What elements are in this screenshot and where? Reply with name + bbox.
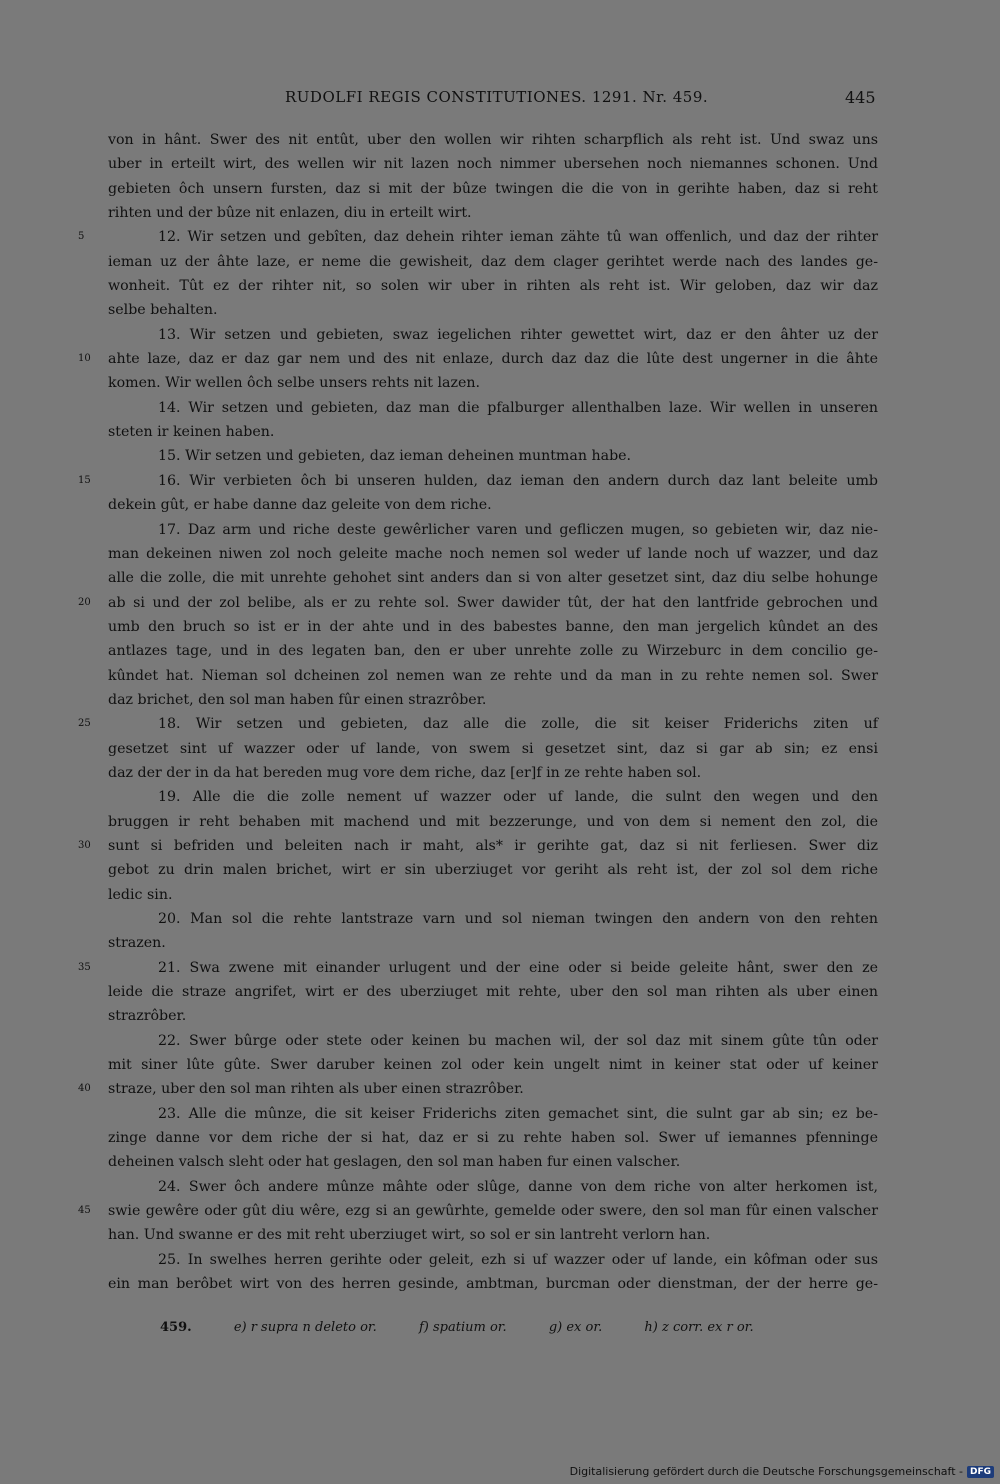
- text-line: [108, 737, 878, 761]
- footer-text: Digitalisierung gefördert durch die Deutsche Forschungsgemeinschaft -: [569, 1465, 963, 1478]
- line-text: gebot zu drin malen brichet, wirt er sin uberziuget vor geriht als reht ist, der zol sol dem riche: [108, 862, 878, 879]
- line-number: 10: [78, 353, 91, 365]
- text-line: [108, 761, 878, 785]
- text-line: [108, 688, 878, 712]
- text-line: [108, 1223, 878, 1247]
- text-line: [108, 323, 878, 347]
- line-text: daz brichet, den sol man haben fûr einen strazrôber.: [108, 691, 487, 708]
- line-text: 25. In swelhes herren gerihte oder geleit, ezh si uf wazzer oder uf lande, ein kôfman oder sus: [158, 1251, 878, 1268]
- text-line: [108, 298, 878, 322]
- line-text: 22. Swer bûrge oder stete oder keinen bu machen wil, der sol daz mit sinem gûte tûn oder: [158, 1032, 878, 1049]
- line-number: 45: [78, 1205, 91, 1217]
- text-line: [108, 1150, 878, 1174]
- footnote-e: e) r supra n deleto or.: [233, 1320, 377, 1335]
- text-line: [78, 347, 878, 371]
- line-text: strazen.: [108, 935, 166, 952]
- footnote-ref: 459.: [160, 1320, 192, 1335]
- line-number: 40: [78, 1083, 91, 1095]
- text-line: [108, 1272, 878, 1296]
- line-text: 14. Wir setzen und gebieten, daz man die pfalburger allenthalben laze. Wir wellen in unseren: [158, 399, 878, 416]
- line-number: 5: [78, 231, 85, 243]
- text-line: [78, 1077, 878, 1101]
- line-text: deheinen valsch sleht oder hat geslagen, den sol man haben fur einen valscher.: [108, 1154, 681, 1171]
- text-line: [108, 1175, 878, 1199]
- text-line: [108, 518, 878, 542]
- line-text: leide die straze angrifet, wirt er des uberziuget mit rehte, uber den sol man rihten als uber einen: [108, 984, 878, 1001]
- text-line: [78, 712, 878, 736]
- text-line: [108, 785, 878, 809]
- text-line: [108, 444, 878, 468]
- text-line: [108, 201, 878, 225]
- line-text: 18. Wir setzen und gebieten, daz alle die zolle, die sit keiser Friderichs ziten uf: [158, 716, 878, 733]
- line-text: strazrôber.: [108, 1008, 187, 1025]
- text-line: [108, 420, 878, 444]
- text-line: [108, 1004, 878, 1028]
- line-text: alle die zolle, die mit unrehte gehohet sint anders dan si von alter gesetzet sint, daz diu selbe hohunge: [108, 570, 878, 587]
- text-line: [108, 1053, 878, 1077]
- line-text: ab si und der zol belibe, als er zu rehte sol. Swer dawider tût, der hat den lantfride gebrochen und: [108, 594, 878, 611]
- text-line: [108, 858, 878, 882]
- line-text: 24. Swer ôch andere mûnze mâhte oder slûge, danne von dem riche von alter herkomen ist,: [158, 1178, 878, 1195]
- page-number: 445: [845, 88, 876, 107]
- text-line: [108, 980, 878, 1004]
- text-line: [108, 639, 878, 663]
- line-text: dekein gût, er habe danne daz geleite von dem riche.: [108, 497, 492, 514]
- text-line: [108, 542, 878, 566]
- body-text: [78, 128, 878, 1297]
- digitization-footer: [570, 1465, 994, 1478]
- line-text: 21. Swa zwene mit einander urlugent und der eine oder si beide geleite hânt, swer den ze: [158, 959, 878, 976]
- text-line: [108, 883, 878, 907]
- line-text: ahte laze, daz er daz gar nem und des nit enlaze, durch daz daz die lûte dest ungerner in die âhte: [108, 351, 878, 368]
- line-text: uber in erteilt wirt, des wellen wir nit lazen noch nimmer ubersehen noch niemannes schonen. Und: [108, 156, 878, 173]
- text-line: [108, 615, 878, 639]
- line-text: mit siner lûte gûte. Swer daruber keinen zol oder kein ungelt nimt in keiner stat oder uf keiner: [108, 1057, 878, 1074]
- text-line: [108, 177, 878, 201]
- text-line: [108, 810, 878, 834]
- line-text: rihten und der bûze nit enlazen, diu in erteilt wirt.: [108, 205, 472, 222]
- text-line: [78, 834, 878, 858]
- page-header: [0, 88, 1000, 112]
- line-number: 15: [78, 474, 91, 486]
- text-line: [78, 1199, 878, 1223]
- text-line: [108, 1102, 878, 1126]
- line-text: ein man berôbet wirt von des herren gesinde, ambtman, burcman oder dienstman, der der herre ge-: [108, 1276, 878, 1293]
- text-line: [108, 371, 878, 395]
- line-text: steten ir keinen haben.: [108, 424, 275, 441]
- line-text: 23. Alle die mûnze, die sit keiser Friderichs ziten gemachet sint, die sulnt gar ab sin; ez be-: [158, 1105, 878, 1122]
- text-line: [78, 591, 878, 615]
- text-line: [78, 469, 878, 493]
- text-line: [108, 250, 878, 274]
- line-text: ledic sin.: [108, 886, 173, 903]
- line-text: kûndet hat. Nieman sol dcheinen zol nemen wan ze rehte und da man in zu rehte nemen sol. Swer: [108, 667, 878, 684]
- line-text: ieman uz der âhte laze, er neme die gewisheit, daz dem clager gerihtet werde nach des landes ge-: [108, 253, 878, 270]
- line-text: 12. Wir setzen und gebîten, daz dehein rihter ieman zähte tû wan offenlich, und daz der rihter: [158, 229, 878, 246]
- footnote-h: h) z corr. ex r or.: [644, 1320, 754, 1335]
- line-text: umb den bruch so ist er in der ahte und in des babestes banne, den man jergelich kûndet an des: [108, 618, 878, 635]
- line-text: han. Und swanne er des mit reht uberziuget wirt, so sol er sin lantreht verlorn han.: [108, 1227, 711, 1244]
- text-line: [108, 493, 878, 517]
- text-line: [108, 152, 878, 176]
- text-line: [78, 956, 878, 980]
- line-text: 16. Wir verbieten ôch bi unseren hulden, daz ieman den andern durch daz lant beleite umb: [158, 472, 878, 489]
- line-text: zinge danne vor dem riche der si hat, daz er si zu rehte haben sol. Swer uf iemannes pfenninge: [108, 1130, 878, 1147]
- line-text: 13. Wir setzen und gebieten, swaz iegelichen rihter gewettet wirt, daz er den âhter uz der: [158, 326, 878, 343]
- footnote-f: f) spatium or.: [418, 1320, 507, 1335]
- text-line: [108, 931, 878, 955]
- text-line: [78, 225, 878, 249]
- line-text: 19. Alle die die zolle nement uf wazzer oder uf lande, die sulnt den wegen und den: [158, 789, 878, 806]
- text-line: [108, 274, 878, 298]
- text-line: [108, 396, 878, 420]
- line-text: 20. Man sol die rehte lantstraze varn und sol nieman twingen den andern von den rehten: [158, 911, 878, 927]
- footnote-g: g) ex or.: [548, 1320, 603, 1335]
- dfg-logo: DFG: [967, 1466, 994, 1478]
- line-text: straze, uber den sol man rihten als uber einen strazrôber.: [108, 1081, 524, 1098]
- line-text: wonheit. Tût ez der rihter nit, so solen wir uber in rihten als reht ist. Wir geloben, daz wir daz: [108, 278, 878, 295]
- text-line: [108, 664, 878, 688]
- line-number: 25: [78, 718, 91, 730]
- line-number: 20: [78, 596, 91, 608]
- line-text: komen. Wir wellen ôch selbe unsers rehts nit lazen.: [108, 375, 481, 392]
- line-text: daz der der in da hat bereden mug vore dem riche, daz [er]f in ze rehte haben sol.: [108, 764, 702, 781]
- line-number: 35: [78, 961, 91, 973]
- line-text: von in hânt. Swer des nit entût, uber den wollen wir rihten scharpflich als reht ist. Und swaz uns: [108, 132, 878, 148]
- footnotes: [160, 1320, 792, 1335]
- line-text: selbe behalten.: [108, 302, 218, 319]
- line-text: swie gewêre oder gût diu wêre, ezg si an gewûrhte, gemelde oder swere, den sol man fûr einen valscher: [108, 1203, 878, 1220]
- line-text: bruggen ir reht behaben mit machend und mit bezzerunge, und von dem si nement den zol, die: [108, 813, 878, 830]
- line-text: 15. Wir setzen und gebieten, daz ieman deheinen muntman habe.: [158, 448, 632, 465]
- text-line: [108, 1126, 878, 1150]
- line-text: gebieten ôch unsern fursten, daz si mit der bûze twingen die die von in gerihte haben, daz si reht: [108, 180, 878, 197]
- line-number: 30: [78, 839, 91, 851]
- text-line: [108, 566, 878, 590]
- text-line: [108, 1029, 878, 1053]
- line-text: sunt si befriden und beleiten nach ir maht, als* ir gerihte gat, daz si nit ferliesen. Swer diz: [108, 837, 878, 854]
- line-text: gesetzet sint uf wazzer oder uf lande, von swem si gesetzet sint, daz si gar ab sin; ez ensi: [108, 740, 878, 757]
- line-text: antlazes tage, und in des legaten ban, den er uber unrehte zolle zu Wirzeburc in dem concilio ge-: [108, 643, 878, 660]
- line-text: 17. Daz arm und riche deste gewêrlicher varen und gefliczen mugen, so gebieten wir, daz nie-: [158, 521, 878, 538]
- line-text: man dekeinen niwen zol noch geleite mache noch nemen sol weder uf lande noch uf wazzer, und daz: [108, 545, 878, 562]
- text-line: [108, 907, 878, 931]
- text-line: [108, 128, 878, 152]
- text-line: [108, 1248, 878, 1272]
- running-title: RUDOLFI REGIS CONSTITUTIONES. 1291. Nr. 459.: [285, 88, 709, 106]
